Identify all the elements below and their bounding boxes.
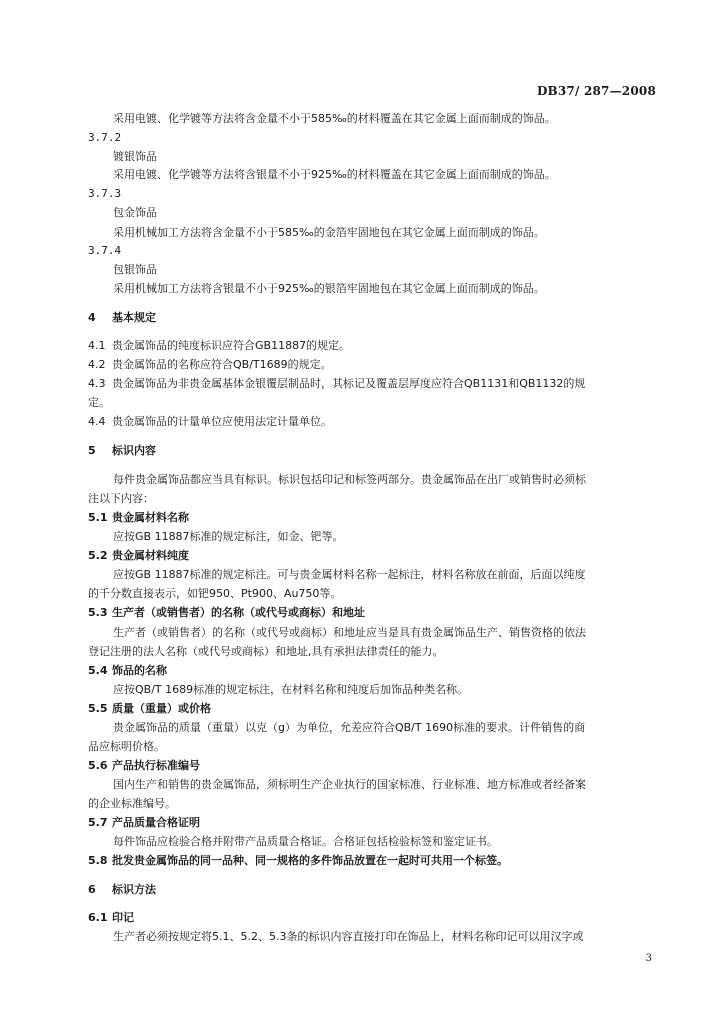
clause-line: 4.1 贵金属饰品的纯度标识应符合GB11887的规定。 — [88, 339, 351, 352]
section-heading: 4 基本规定 — [88, 311, 156, 324]
paragraph-line: 国内生产和销售的贵金属饰品，须标明生产企业执行的国家标准、行业标准、地方标准或者经备案 — [113, 778, 586, 791]
subsection-heading: 5.4 饰品的名称 — [88, 664, 167, 677]
subsection-heading: 6.1 印记 — [88, 911, 134, 924]
term-heading: 镀银饰品 — [113, 150, 157, 163]
subsection-heading: 5.8 批发贵金属饰品的同一品种、同一规格的多件饰品放置在一起时可共用一个标签。 — [88, 854, 508, 867]
section-heading: 6 标识方法 — [88, 883, 156, 896]
paragraph-line: 采用电镀、化学镀等方法将含银量不小于925‰的材料覆盖在其它金属上面而制成的饰品。 — [113, 168, 556, 181]
paragraph-line: 生产者（或销售者）的名称（或代号或商标）和地址应当是具有贵金属饰品生产、销售资格的依法 — [113, 626, 586, 639]
standard-code: DB37/ 287—2008 — [536, 84, 656, 98]
paragraph-line: 采用电镀、化学镀等方法将含金量不小于585‰的材料覆盖在其它金属上面而制成的饰品。 — [113, 112, 556, 125]
paragraph-line: 生产者必须按规定将5.1、5.2、5.3条的标识内容直接打印在饰品上，材料名称印记可以用汉字或 — [113, 930, 584, 943]
subsection-heading: 5.2 贵金属材料纯度 — [88, 549, 189, 562]
paragraph-line: 注以下内容： — [88, 492, 154, 505]
clause-line: 4.2 贵金属饰品的名称应符合QB/T1689的规定。 — [88, 358, 332, 371]
subsection-heading: 5.6 产品执行标准编号 — [88, 759, 200, 772]
paragraph-line: 应按GB 11887标准的规定标注，如金、钯等。 — [113, 530, 344, 543]
subsection-heading: 5.5 质量（重量）或价格 — [88, 702, 211, 715]
clause-line: 4.3 贵金属饰品为非贵金属基体金银覆层制品时，其标记及覆盖层厚度应符合QB1131和QB1132的规 — [88, 377, 586, 390]
clause-number: 3.7.4 — [88, 244, 122, 257]
clause-number: 3.7.3 — [88, 187, 122, 200]
page-number: 3 — [645, 953, 652, 964]
subsection-heading: 5.7 产品质量合格证明 — [88, 816, 200, 829]
paragraph-line: 采用机械加工方法将含银量不小于925‰的银箔牢固地包在其它金属上面而制成的饰品。 — [113, 282, 545, 295]
paragraph-line: 每件贵金属饰品都应当具有标识。标识包括印记和标签两部分。贵金属饰品在出厂或销售时必须标 — [113, 473, 586, 486]
paragraph-line: 采用机械加工方法将含金量不小于585‰的金箔牢固地包在其它金属上面而制成的饰品。 — [113, 226, 545, 239]
term-heading: 包金饰品 — [113, 206, 157, 219]
paragraph-line: 每件饰品应检验合格并附带产品质量合格证。合格证包括检验标签和鉴定证书。 — [113, 835, 498, 848]
subsection-heading: 5.3 生产者（或销售者）的名称（或代号或商标）和地址 — [88, 606, 365, 619]
term-heading: 包银饰品 — [113, 263, 157, 276]
paragraph-line: 定。 — [88, 396, 110, 409]
paragraph-line: 品应标明价格。 — [88, 740, 165, 753]
paragraph-line: 登记注册的法人名称（或代号或商标）和地址,具有承担法律责任的能力。 — [88, 645, 444, 658]
paragraph-line: 的企业标准编号。 — [88, 797, 176, 810]
subsection-heading: 5.1 贵金属材料名称 — [88, 511, 189, 524]
paragraph-line: 应按QB/T 1689标准的规定标注，在材料名称和纯度后加饰品种类名称。 — [113, 683, 469, 696]
clause-line: 4.4 贵金属饰品的计量单位应使用法定计量单位。 — [88, 415, 332, 428]
paragraph-line: 的千分数直接表示，如钯950、Pt900、Au750等。 — [88, 587, 342, 600]
section-heading: 5 标识内容 — [88, 444, 156, 457]
paragraph-line: 应按GB 11887标准的规定标注。可与贵金属材料名称一起标注，材料名称放在前面，后面以纯度 — [113, 568, 586, 581]
paragraph-line: 贵金属饰品的质量（重量）以克（g）为单位，允差应符合QB/T 1690标准的要求。计件销售的商 — [113, 721, 586, 734]
clause-number: 3.7.2 — [88, 131, 122, 144]
